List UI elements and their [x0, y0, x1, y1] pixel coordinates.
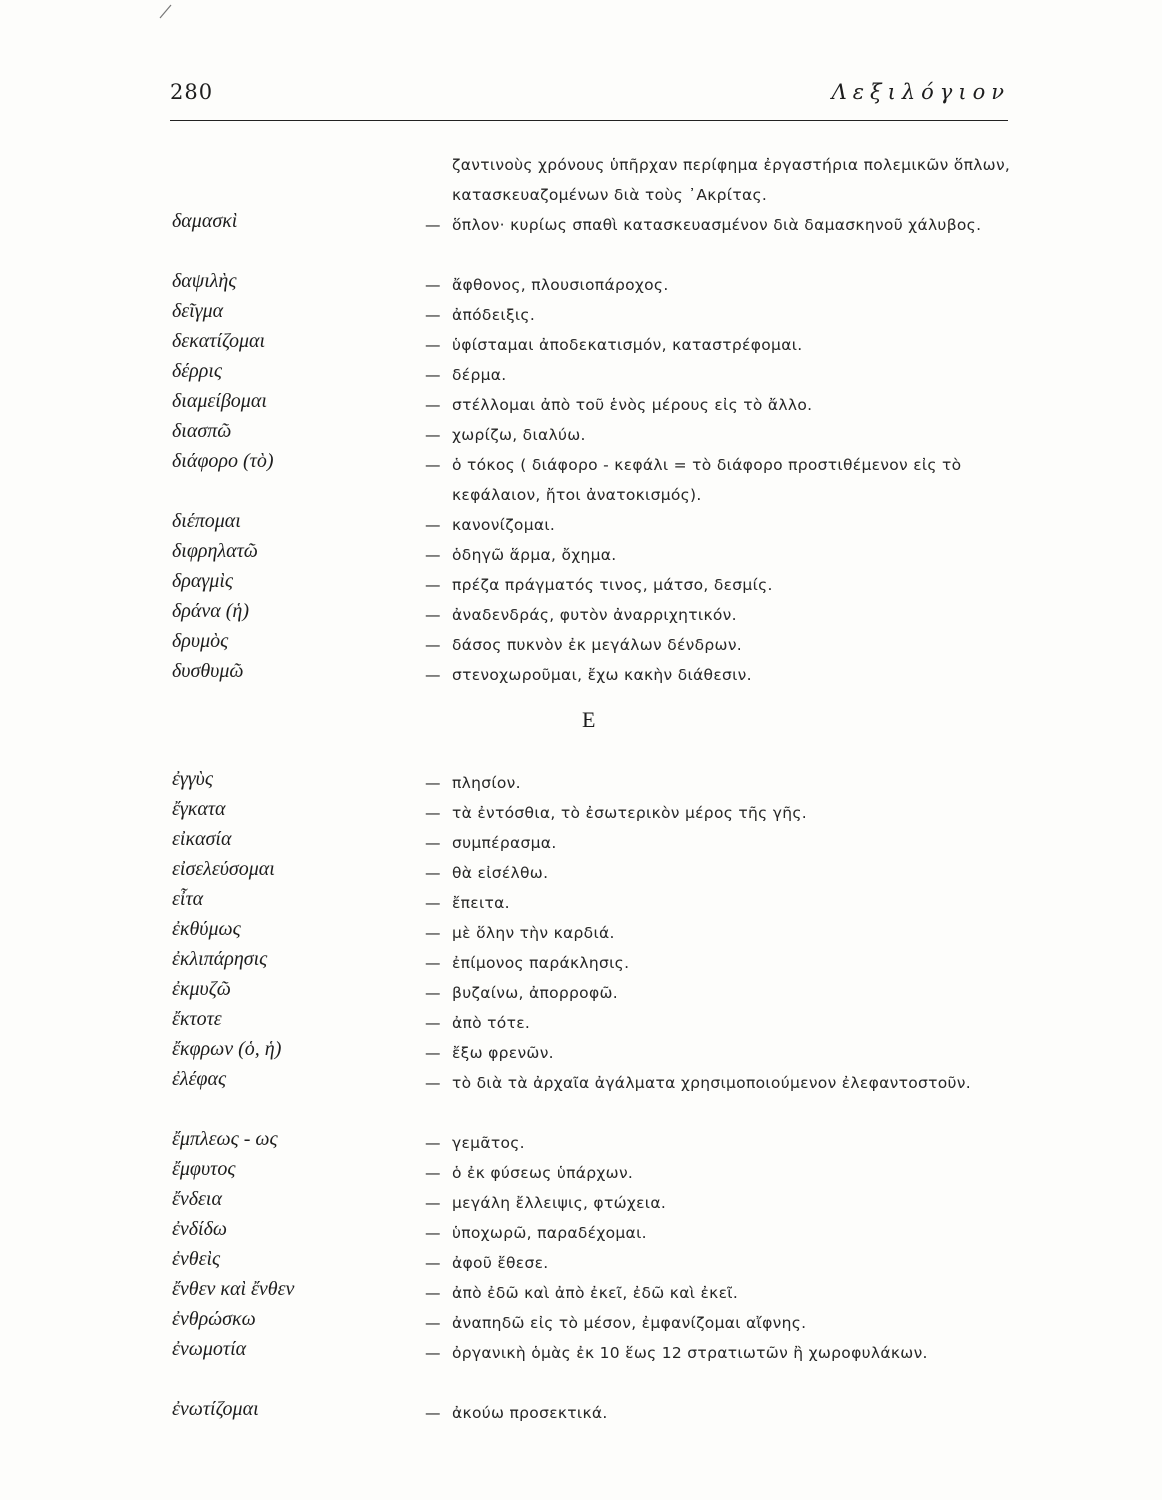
entry-term: δρυμὸς — [172, 630, 229, 652]
entry-definition: ὀργανικὴ ὁμὰς ἐκ 10 ἕως 12 στρατιωτῶν ἢ χωροφυλάκων. — [452, 1344, 928, 1362]
entry-dash: — — [425, 804, 441, 822]
entry-term: ἔμφυτος — [172, 1158, 236, 1180]
entry-term: διέπομαι — [172, 510, 241, 532]
entry-term: ἔνδεια — [172, 1188, 222, 1210]
entry-dash: — — [425, 1344, 441, 1362]
entry-dash: — — [425, 336, 441, 354]
entry-term: ἐνωτίζομαι — [172, 1398, 259, 1420]
entry-dash: — — [425, 864, 441, 882]
entry-definition: πρέζα πράγματός τινος, μάτσο, δεσμίς. — [452, 576, 773, 594]
entry-definition: θὰ εἰσέλθω. — [452, 864, 549, 882]
entry-dash: — — [425, 1314, 441, 1332]
entry-dash: — — [425, 276, 441, 294]
header-rule — [170, 120, 1008, 121]
entry-definition: ὑποχωρῶ, παραδέχομαι. — [452, 1224, 647, 1242]
entry-definition: συμπέρασμα. — [452, 834, 557, 852]
page-number: 280 — [170, 80, 214, 104]
entry-dash: — — [425, 1194, 441, 1212]
entry-term: διάφορο (τὸ) — [172, 450, 274, 472]
entry-definition: μεγάλη ἔλλειψις, φτώχεια. — [452, 1194, 667, 1212]
entry-term: δεῖγμα — [172, 300, 224, 322]
entry-term: δυσθυμῶ — [172, 660, 244, 682]
entry-definition: ὑφίσταμαι ἀποδεκατισμόν, καταστρέφομαι. — [452, 336, 803, 354]
entry-definition: ἀκούω προσεκτικά. — [452, 1404, 608, 1422]
entry-definition: δέρμα. — [452, 366, 507, 384]
entry-dash: — — [425, 1164, 441, 1182]
entry-definition: ἔξω φρενῶν. — [452, 1044, 554, 1062]
entry-term: ἔκφρων (ὁ, ἡ) — [172, 1038, 282, 1060]
entry-term: ἐνθρώσκω — [172, 1308, 256, 1330]
entry-term: ἐνωμοτία — [172, 1338, 247, 1360]
pencil-mark-icon — [158, 2, 174, 20]
entry-dash: — — [425, 1404, 441, 1422]
entry-dash: — — [425, 924, 441, 942]
entry-term: ἔκτοτε — [172, 1008, 222, 1030]
entry-definition: ὁ τόκος ( διάφορο - κεφάλι = τὸ διάφορο προστιθέμενον εἰς τὸ κεφάλαιον, ἤτοι ἀνατοκισμός). — [452, 456, 962, 505]
entry-dash: — — [425, 306, 441, 324]
entry-dash: — — [425, 546, 441, 564]
entry-dash: — — [425, 576, 441, 594]
entry-term: ἔμπλεως - ως — [172, 1128, 278, 1150]
entry-term: διαμείβομαι — [172, 390, 267, 412]
entry-term: ἐκθύμως — [172, 918, 241, 940]
entry-definition: βυζαίνω, ἀπορροφῶ. — [452, 984, 618, 1002]
entry-dash: — — [425, 1014, 441, 1032]
entry-dash: — — [425, 366, 441, 384]
entry-dash: — — [425, 834, 441, 852]
entry-dash: — — [425, 456, 441, 474]
entry-term: δραγμὶς — [172, 570, 233, 592]
entry-definition: ὁ ἐκ φύσεως ὑπάρχων. — [452, 1164, 634, 1182]
entry-term: δαψιλὴς — [172, 270, 237, 292]
entry-definition: ἀπὸ ἐδῶ καὶ ἀπὸ ἐκεῖ, ἐδῶ καὶ ἐκεῖ. — [452, 1284, 739, 1302]
section-letter: Ε — [582, 707, 596, 732]
entry-term: εἰκασία — [172, 828, 232, 850]
entry-term: ἐγγὺς — [172, 768, 213, 790]
entry-definition: ἔπειτα. — [452, 894, 510, 912]
entry-term: δράνα (ἡ) — [172, 600, 250, 622]
entry-dash: — — [425, 1284, 441, 1302]
entry-definition: τὰ ἐντόσθια, τὸ ἐσωτερικὸν μέρος τῆς γῆς. — [452, 804, 807, 822]
entry-term: διφρηλατῶ — [172, 540, 258, 562]
entry-dash: — — [425, 1254, 441, 1272]
continuation-text: ζαντινοὺς χρόνους ὑπῆρχαν περίφημα ἐργαστήρια πολεμικῶν ὅπλων, κατασκευαζομένων διὰ τοὺς ᾽Ακρίτας. — [452, 156, 1011, 205]
entry-dash: — — [425, 1044, 441, 1062]
entry-definition: ἄφθονος, πλουσιοπάροχος. — [452, 276, 669, 294]
entry-definition: κανονίζομαι. — [452, 516, 556, 534]
entry-term: ἐνδίδω — [172, 1218, 228, 1240]
entry-definition: πλησίον. — [452, 774, 521, 792]
entry-term: ἐκμυζῶ — [172, 978, 231, 1000]
page-header — [170, 80, 1010, 114]
entry-term: δεκατίζομαι — [172, 330, 266, 352]
entry-dash: — — [425, 396, 441, 414]
entry-term: εἰσελεύσομαι — [172, 858, 275, 880]
entry-term: ἐνθεὶς — [172, 1248, 221, 1270]
entry-dash: — — [425, 894, 441, 912]
entry-dash: — — [425, 774, 441, 792]
entry-dash: — — [425, 426, 441, 444]
entry-dash: — — [425, 1074, 441, 1092]
running-title: Λεξιλόγιον — [831, 80, 1010, 104]
entry-definition: ὁδηγῶ ἅρμα, ὄχημα. — [452, 546, 617, 564]
entry-definition: ἀναδενδράς, φυτὸν ἀναρριχητικόν. — [452, 606, 737, 624]
entry-definition: γεμᾶτος. — [452, 1134, 525, 1152]
entry-term: ἐκλιπάρησις — [172, 948, 268, 970]
entry-definition: χωρίζω, διαλύω. — [452, 426, 586, 444]
entry-term: εἶτα — [172, 888, 204, 910]
entry-definition: στέλλομαι ἀπὸ τοῦ ἑνὸς μέρους εἰς τὸ ἄλλο. — [452, 396, 813, 414]
entry-definition: δάσος πυκνὸν ἐκ μεγάλων δένδρων. — [452, 636, 743, 654]
entry-definition: ἀπόδειξις. — [452, 306, 536, 324]
entry-term: δέρρις — [172, 360, 223, 382]
entry-dash: — — [425, 666, 441, 684]
entry-dash: — — [425, 636, 441, 654]
entry-term: δαμασκὶ — [172, 210, 238, 232]
entry-term: ἔγκατα — [172, 798, 226, 820]
entry-definition: τὸ διὰ τὰ ἀρχαῖα ἀγάλματα χρησιμοποιούμενον ἐλεφαντοστοῦν. — [452, 1074, 971, 1092]
entry-definition: ἀφοῦ ἔθεσε. — [452, 1254, 549, 1272]
entry-term: ἔνθεν καὶ ἔνθεν — [172, 1278, 295, 1300]
entry-definition: ἀπὸ τότε. — [452, 1014, 531, 1032]
entry-dash: — — [425, 1224, 441, 1242]
entry-definition: ἀναπηδῶ εἰς τὸ μέσον, ἐμφανίζομαι αἴφνης. — [452, 1314, 807, 1332]
entry-definition: ὅπλον· κυρίως σπαθὶ κατασκευασμένον διὰ δαμασκηνοῦ χάλυβος. — [452, 216, 982, 234]
entry-dash: — — [425, 984, 441, 1002]
entry-term: ἐλέφας — [172, 1068, 227, 1090]
entry-dash: — — [425, 954, 441, 972]
entry-definition: μὲ ὅλην τὴν καρδιά. — [452, 924, 615, 942]
entry-dash: — — [425, 516, 441, 534]
entry-dash: — — [425, 216, 441, 234]
entry-dash: — — [425, 606, 441, 624]
entry-term: διασπῶ — [172, 420, 232, 442]
entry-dash: — — [425, 1134, 441, 1152]
entry-definition: ἐπίμονος παράκλησις. — [452, 954, 630, 972]
entry-definition: στενοχωροῦμαι, ἔχω κακὴν διάθεσιν. — [452, 666, 752, 684]
